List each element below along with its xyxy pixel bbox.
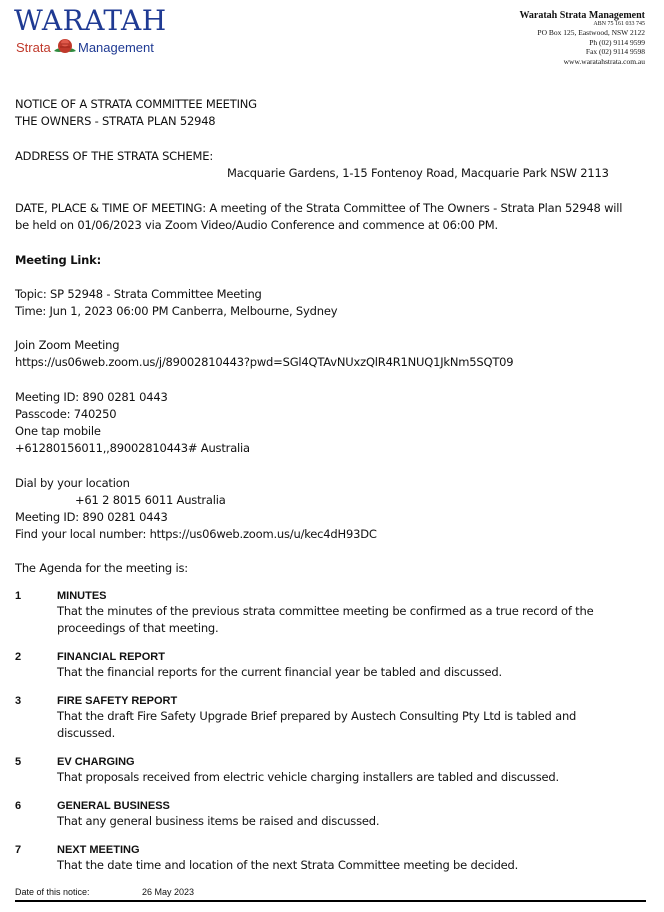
join-label: Join Zoom Meeting xyxy=(15,338,120,352)
meeting-topic-block xyxy=(15,286,655,320)
company-fax: Fax (02) 9114 9598 xyxy=(585,47,645,56)
date-place-time xyxy=(15,200,655,234)
notice-title xyxy=(15,96,655,130)
agenda-item-title: MINUTES xyxy=(57,590,107,602)
waratah-logo xyxy=(14,6,174,56)
agenda-item-number: 6 xyxy=(15,800,22,812)
logo-management-text: Management xyxy=(78,40,154,55)
address-label: ADDRESS OF THE STRATA SCHEME: xyxy=(15,149,213,163)
agenda-item-description: That proposals received from electric vehicle charging installers are tabled and discussed. xyxy=(57,770,559,784)
agenda-item-description xyxy=(57,603,647,637)
agenda-item-number: 1 xyxy=(15,590,22,602)
agenda-item-number: 7 xyxy=(15,844,22,856)
meeting-passcode: Passcode: 740250 xyxy=(15,407,117,421)
meeting-time: Time: Jun 1, 2023 06:00 PM Canberra, Melbourne, Sydney xyxy=(15,304,338,318)
dial-label: Dial by your location xyxy=(15,476,130,490)
agenda-item-number: 5 xyxy=(15,756,22,768)
meeting-id-2: Meeting ID: 890 0281 0443 xyxy=(15,510,168,524)
company-abn: ABN 75 161 033 745 xyxy=(593,21,645,27)
agenda-item-title: FIRE SAFETY REPORT xyxy=(57,695,178,707)
company-details xyxy=(519,10,645,66)
agenda-item-description: That the date time and location of the next Strata Committee meeting be decided. xyxy=(57,858,519,872)
date-line-1: DATE, PLACE & TIME OF MEETING: A meeting of the Strata Committee of The Owners - Strata Plan 52948 will xyxy=(15,201,623,215)
waratah-flower-icon xyxy=(52,36,78,56)
agenda-item-number: 2 xyxy=(15,651,22,663)
company-name: Waratah Strata Management xyxy=(519,10,645,21)
footer-divider xyxy=(15,900,646,902)
meeting-credentials xyxy=(15,389,655,457)
join-url-link[interactable]: https://us06web.zoom.us/j/89002810443?pwd=SGl4QTAvNUxzQlR4R1NUQ1JkNm5SQT09 xyxy=(15,355,514,369)
company-address: PO Box 125, Eastwood, NSW 2122 xyxy=(537,28,645,37)
dial-number: +61 2 8015 6011 Australia xyxy=(75,493,226,507)
agenda-item-description: That the financial reports for the current financial year be tabled and discussed. xyxy=(57,665,502,679)
one-tap-number[interactable]: +61280156011,,89002810443# Australia xyxy=(15,441,250,455)
logo-strata-text: Strata xyxy=(16,40,51,55)
company-phone: Ph (02) 9114 9599 xyxy=(589,37,645,47)
agenda-item-description-line: discussed. xyxy=(57,726,116,740)
agenda-item-number: 3 xyxy=(15,695,22,707)
company-website: www.waratahstrata.com.au xyxy=(563,56,645,66)
meeting-link-heading: Meeting Link: xyxy=(15,253,102,267)
find-local-number[interactable]: Find your local number: https://us06web.zoom.us/u/kec4dH93DC xyxy=(15,527,377,541)
one-tap-label: One tap mobile xyxy=(15,424,101,438)
notice-date-value: 26 May 2023 xyxy=(142,887,195,897)
notice-title-line-1: NOTICE OF A STRATA COMMITTEE MEETING xyxy=(15,97,257,111)
agenda-item-title: NEXT MEETING xyxy=(57,844,140,856)
notice-title-line-2: THE OWNERS - STRATA PLAN 52948 xyxy=(15,114,216,128)
agenda-item-title: FINANCIAL REPORT xyxy=(57,651,165,663)
logo-wordmark: WARATAH xyxy=(14,4,167,37)
meeting-topic: Topic: SP 52948 - Strata Committee Meeting xyxy=(15,287,262,301)
join-block xyxy=(15,337,655,371)
meeting-id: Meeting ID: 890 0281 0443 xyxy=(15,390,168,404)
agenda-item-description xyxy=(57,708,647,742)
agenda-item-title: GENERAL BUSINESS xyxy=(57,800,170,812)
agenda-intro: The Agenda for the meeting is: xyxy=(15,561,188,575)
agenda-item-description: That any general business items be raised and discussed. xyxy=(57,814,380,828)
dial-block xyxy=(15,475,655,543)
notice-date-footer xyxy=(15,886,195,898)
address-value: Macquarie Gardens, 1-15 Fontenoy Road, Macquarie Park NSW 2113 xyxy=(227,166,609,180)
agenda-item-description-line: proceedings of that meeting. xyxy=(57,621,219,635)
date-line-2: be held on 01/06/2023 via Zoom Video/Audio Conference and commence at 06:00 PM. xyxy=(15,218,498,232)
agenda-item-description-line: That the minutes of the previous strata committee meeting be confirmed as a true record of the xyxy=(57,604,594,618)
agenda-item-description-line: That the draft Fire Safety Upgrade Brief prepared by Austech Consulting Pty Ltd is tabled and xyxy=(57,709,577,723)
agenda-item-title: EV CHARGING xyxy=(57,756,135,768)
notice-date-label: Date of this notice: xyxy=(15,887,90,897)
